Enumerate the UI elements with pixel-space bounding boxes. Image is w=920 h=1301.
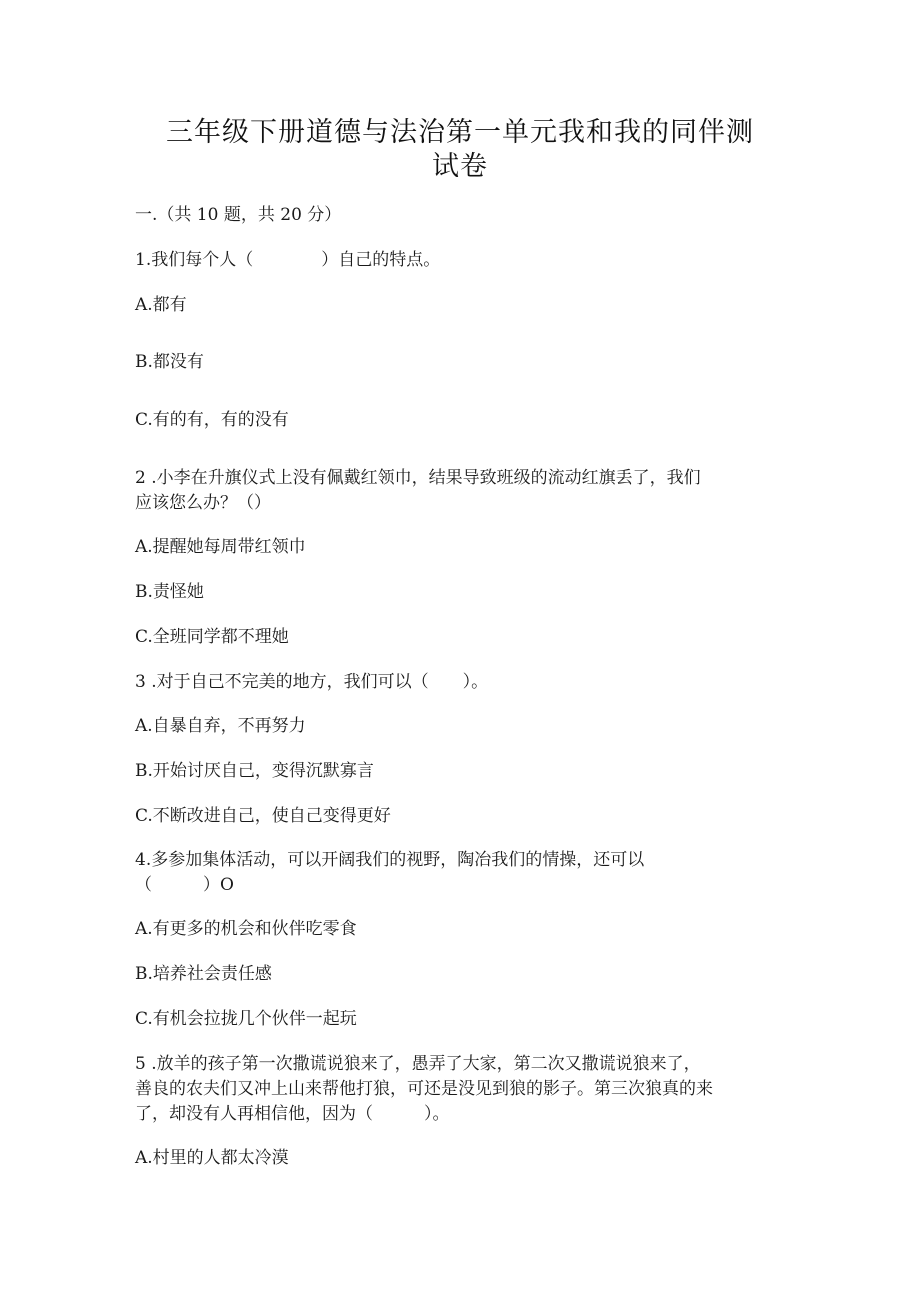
question-2-stem-line-1: 2 .小李在升旗仪式上没有佩戴红领巾，结果导致班级的流动红旗丢了，我们 <box>135 468 701 488</box>
question-5-stem-line-1: 5 .放羊的孩子第一次撒谎说狼来了，愚弄了大家，第二次又撒谎说狼来了， <box>135 1054 701 1074</box>
question-2-option-c: C.全班同学都不理她 <box>135 627 289 647</box>
question-1-option-a: A.都有 <box>135 295 187 315</box>
question-3-stem: 3 .对于自己不完美的地方，我们可以（ ）。 <box>135 672 489 692</box>
question-3-option-c: C.不断改进自己，使自己变得更好 <box>135 806 391 826</box>
question-2-option-a: A.提醒她每周带红领巾 <box>135 537 306 557</box>
question-4-option-c: C.有机会拉拢几个伙伴一起玩 <box>135 1009 357 1029</box>
question-5-stem-line-2: 善良的农夫们又冲上山来帮他打狼，可还是没见到狼的影子。第三次狼真的来 <box>135 1079 713 1099</box>
question-3-option-b: B.开始讨厌自己，变得沉默寡言 <box>135 761 374 781</box>
question-1-option-c: C.有的有，有的没有 <box>135 410 289 430</box>
question-1-option-b: B.都没有 <box>135 352 204 372</box>
question-5-option-a: A.村里的人都太冷漠 <box>135 1148 289 1168</box>
question-1-stem: 1.我们每个人（ ）自己的特点。 <box>135 250 441 270</box>
question-2-stem-line-2: 应该您么办？（） <box>135 493 271 513</box>
page-title-line-2: 试卷 <box>432 151 488 182</box>
question-4-option-a: A.有更多的机会和伙伴吃零食 <box>135 919 357 939</box>
page-title-line-1: 三年级下册道德与法治第一单元我和我的同伴测 <box>166 117 754 148</box>
question-2-option-b: B.责怪她 <box>135 582 204 602</box>
question-5-stem-line-3: 了，却没有人再相信他，因为（ ）。 <box>135 1104 450 1124</box>
question-3-option-a: A.自暴自弃，不再努力 <box>135 716 306 736</box>
section-header: 一.（共 10 题，共 20 分） <box>135 205 342 225</box>
question-4-stem-line-1: 4.多参加集体活动，可以开阔我们的视野，陶冶我们的情操，还可以 <box>135 850 645 870</box>
question-4-option-b: B.培养社会责任感 <box>135 964 272 984</box>
question-4-stem-line-2: （ ）O <box>135 875 234 895</box>
